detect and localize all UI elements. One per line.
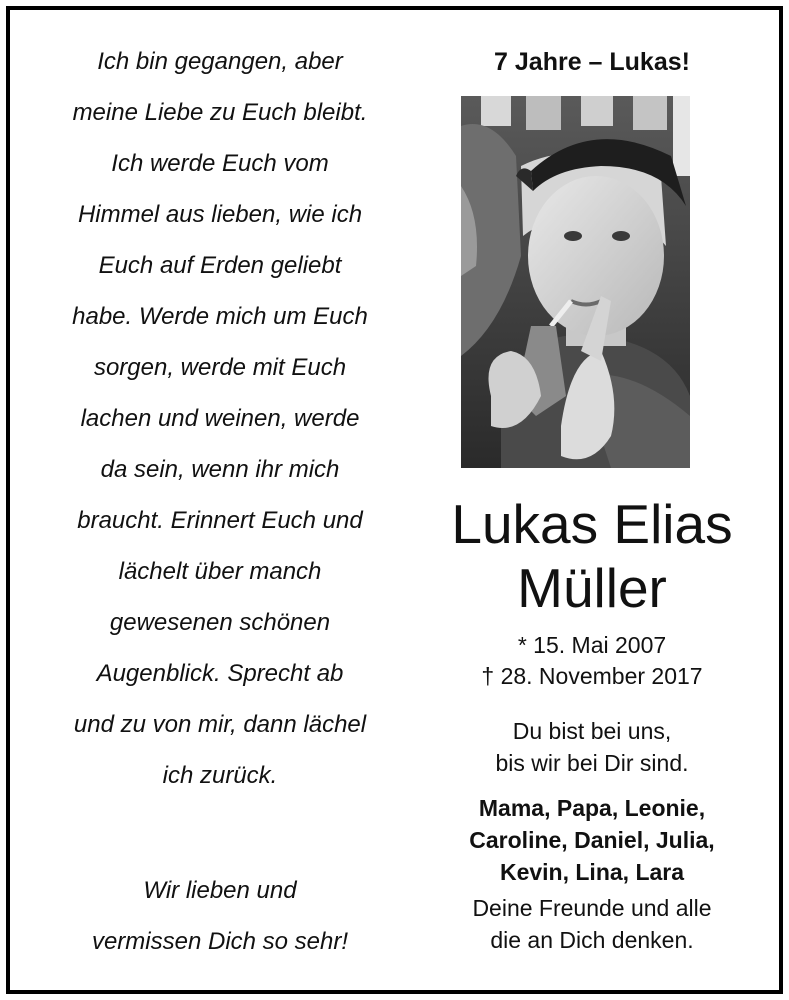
memorial-photo-icon bbox=[461, 96, 690, 468]
obituary-notice bbox=[6, 6, 783, 994]
deceased-name bbox=[410, 492, 774, 620]
death-date: † 28. November 2017 bbox=[481, 663, 703, 689]
poem-line: und zu von mir, dann lächel bbox=[73, 711, 367, 738]
headline: 7 Jahre – Lukas! bbox=[494, 48, 690, 76]
poem bbox=[34, 36, 406, 801]
birth-date: * 15. Mai 2007 bbox=[517, 632, 667, 658]
quote-line: Du bist bei uns, bbox=[512, 718, 672, 744]
poem-line: Himmel aus lieben, wie ich bbox=[77, 201, 363, 228]
family-line: Caroline, Daniel, Julia, bbox=[469, 827, 715, 853]
poem-line: lachen und weinen, werde bbox=[80, 405, 360, 432]
poem-closing bbox=[34, 865, 406, 967]
poem-line: Augenblick. Sprecht ab bbox=[96, 660, 344, 687]
poem-line: lächelt über manch bbox=[118, 558, 322, 585]
friends-line bbox=[410, 892, 774, 956]
friends-text: die an Dich denken. bbox=[490, 927, 694, 953]
friends-text: Deine Freunde und alle bbox=[472, 895, 712, 921]
family-line: Kevin, Lina, Lara bbox=[499, 859, 685, 885]
family-line: Mama, Papa, Leonie, bbox=[478, 795, 706, 821]
poem-line: ich zurück. bbox=[162, 762, 278, 789]
poem-line: da sein, wenn ihr mich bbox=[100, 456, 340, 483]
closing-line: vermissen Dich so sehr! bbox=[91, 928, 349, 955]
family-names bbox=[410, 792, 774, 888]
poem-line: Ich bin gegangen, aber bbox=[97, 48, 343, 75]
quote-line: bis wir bei Dir sind. bbox=[495, 750, 689, 776]
name-first: Lukas Elias bbox=[451, 493, 733, 555]
life-dates bbox=[410, 630, 774, 692]
name-last: Müller bbox=[517, 557, 667, 619]
poem-line: meine Liebe zu Euch bleibt. bbox=[72, 99, 368, 126]
memorial-quote bbox=[410, 715, 774, 779]
poem-line: Ich werde Euch vom bbox=[111, 150, 329, 177]
poem-line: gewesenen schönen bbox=[109, 609, 331, 636]
poem-line: Euch auf Erden geliebt bbox=[98, 252, 342, 279]
poem-line: braucht. Erinnert Euch und bbox=[77, 507, 363, 534]
memorial-photo bbox=[461, 96, 690, 468]
poem-line: habe. Werde mich um Euch bbox=[72, 303, 368, 330]
closing-line: Wir lieben und bbox=[143, 877, 297, 904]
poem-line: sorgen, werde mit Euch bbox=[93, 354, 347, 381]
